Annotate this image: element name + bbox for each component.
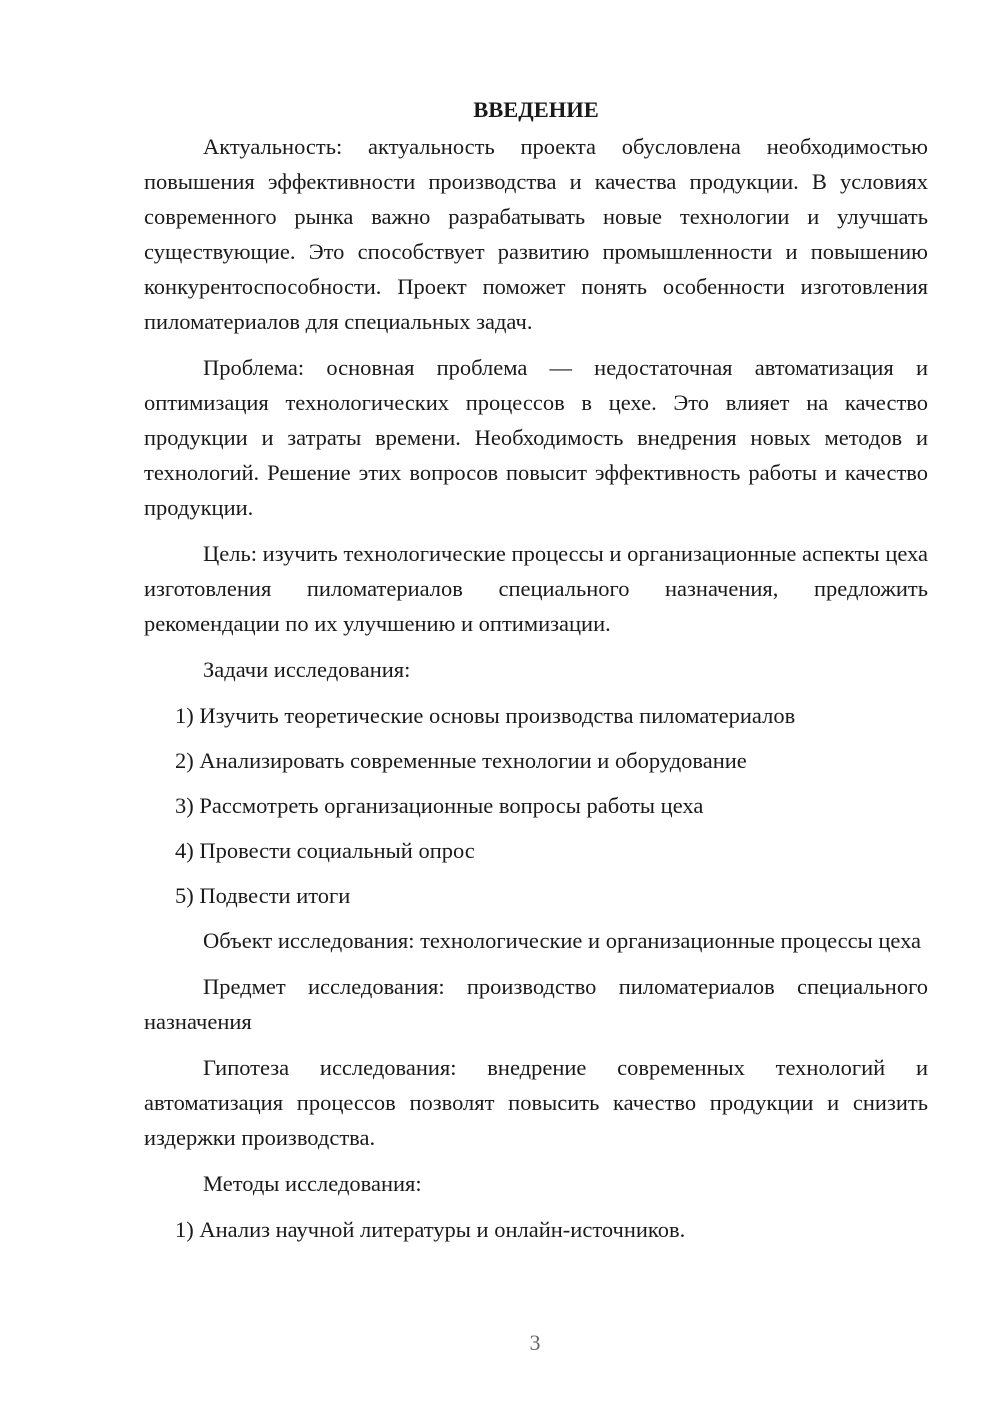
task-item: 2) Анализировать современные технологии и оборудование (175, 748, 747, 773)
relevance-paragraph: Актуальность: актуальность проекта обусловлена необходимостью повышения эффективности производства и качества продукции. В условиях современного рынка важно разрабатывать новые технологии и улучшать существующие. Это способствует развитию промышленности и повышению конкурентоспособности. Проект поможет понять особенности изготовления пиломатериалов для специальных задач. (144, 134, 928, 334)
page-content (144, 92, 928, 1257)
hypothesis-paragraph: Гипотеза исследования: внедрение современных технологий и автоматизация процессов позволят повысить качество продукции и снизить издержки производства. (144, 1055, 928, 1150)
goal-paragraph: Цель: изучить технологические процессы и организационные аспекты цеха изготовления пиломатериалов специального назначения, предложить рекомендации по их улучшению и оптимизации. (144, 541, 928, 636)
task-item: 5) Подвести итоги (175, 883, 351, 908)
methods-heading: Методы исследования: (203, 1171, 422, 1196)
tasks-heading: Задачи исследования: (203, 657, 411, 682)
subject-paragraph: Предмет исследования: производство пиломатериалов специального назначения (144, 974, 928, 1034)
problem-paragraph: Проблема: основная проблема — недостаточная автоматизация и оптимизация технологических процессов в цехе. Это влияет на качество продукции и затраты времени. Необходимость внедрения новых методов и технологий. Решение этих вопросов повысит эффективность работы и качество продукции. (144, 355, 928, 520)
task-item: 1) Изучить теоретические основы производства пиломатериалов (175, 703, 796, 728)
page-title: ВВЕДЕНИЕ (473, 97, 599, 122)
page-number: 3 (529, 1330, 541, 1355)
method-item: 1) Анализ научной литературы и онлайн-источников. (175, 1217, 686, 1242)
task-item: 3) Рассмотреть организационные вопросы работы цеха (175, 793, 704, 818)
task-item: 4) Провести социальный опрос (175, 838, 475, 863)
object-paragraph: Объект исследования: технологические и организационные процессы цеха (203, 928, 922, 953)
